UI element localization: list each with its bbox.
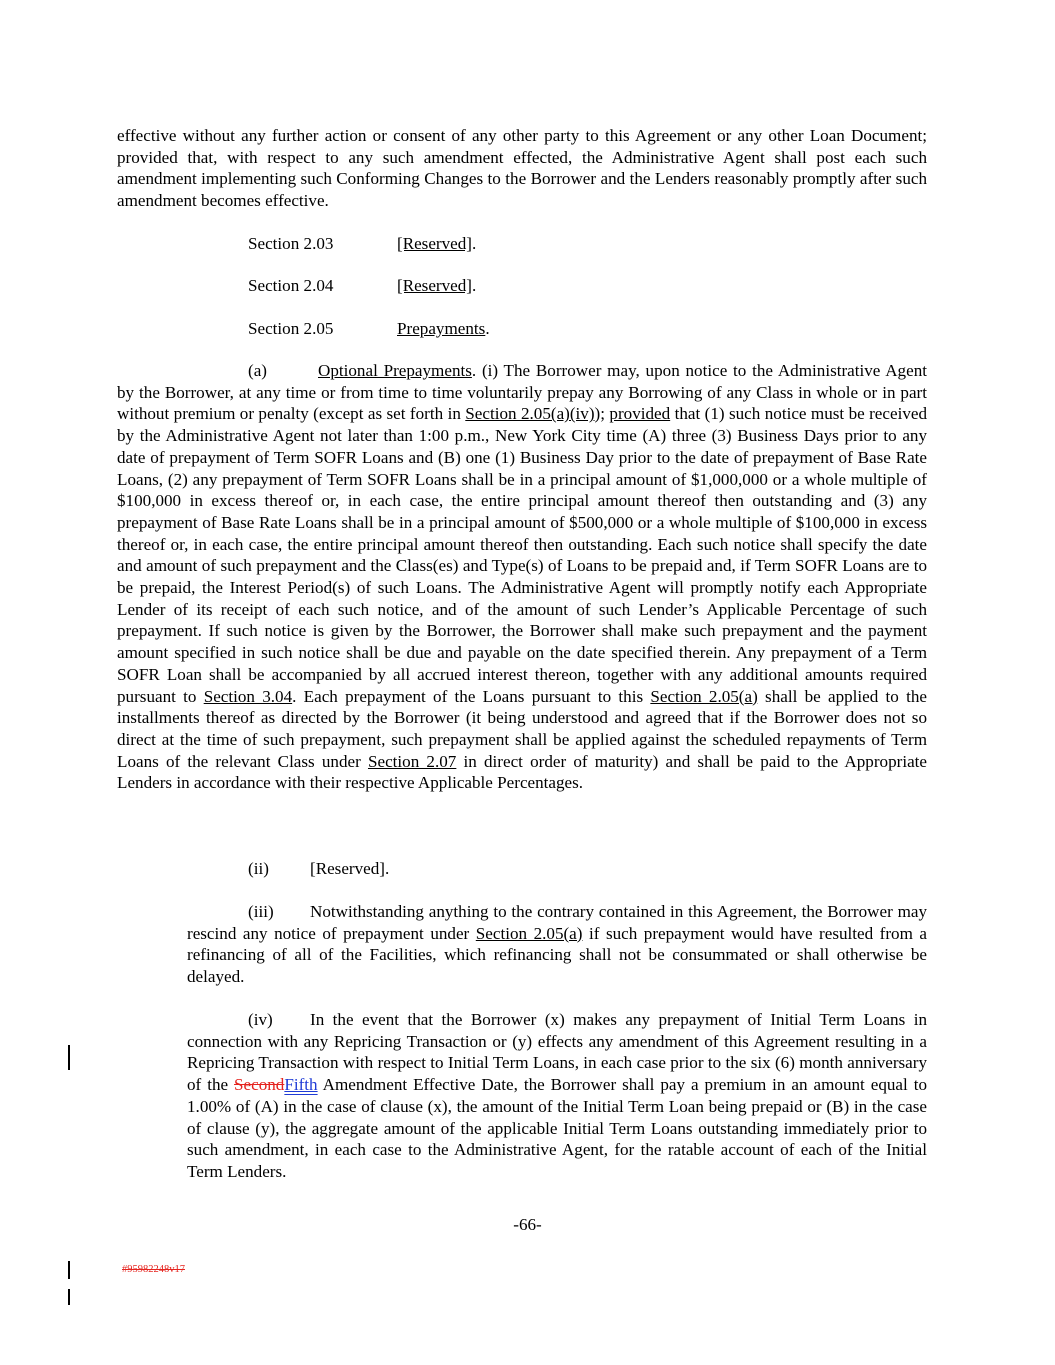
cross-reference: Section 2.05(a)(iv) (465, 404, 595, 424)
section-title: [Reserved] (397, 234, 472, 253)
intro-paragraph: effective without any further action or consent of any other party to this Agreement or any other Loan Document; provided that, with respect to any such amendment effected, the Administrative Agent shall post each such amendment implementing such Conforming Changes to the Borrower and the Lenders reasonably promptly after such amendment becomes effective. (117, 126, 927, 211)
change-bar (68, 1045, 70, 1070)
cross-reference: Section 2.07 (367, 751, 457, 771)
cross-reference: Section 2.05(a) (475, 923, 583, 943)
section-title: [Reserved] (397, 276, 472, 295)
paragraph-heading: Optional Prepayments (318, 361, 472, 380)
cross-reference: Section 3.04 (203, 686, 293, 706)
paragraph-ii: (ii) [Reserved]. (248, 859, 390, 878)
change-bar (68, 1261, 70, 1279)
section-title: Prepayments (397, 319, 486, 338)
paragraph-iv: (iv) In the event that the Borrower (x) makes any prepayment of Initial Term Loans in connection with any Repricing Transaction or (y) effects any amendment of this Agreement resulting in a Repricing Transaction with respect to Initial Term Loans, in each case prior to the six (6) month anniversary of the SecondFifth Amendment Effective Date, the Borrower shall pay a premium in an amount equal to 1.00% of (A) in the case of clause (x), the amount of the Initial Term Loan being prepaid or (B) in the case of clause (y), the aggregate amount of the applicable Initial Term Loans outstanding immediately prior to such amendment, in each case to the Administrative Agent, for the ratable account of each of the Initial Term Lenders. (187, 1010, 928, 1181)
section-number: Section 2.04 (248, 276, 334, 295)
paragraph-iii: (iii) Notwithstanding anything to the contrary contained in this Agreement, the Borrower may rescind any notice of prepayment under Section 2.05(a) if such prepayment would have resulted from a refinancing of all of the Facilities, which refinancing shall not be consummated or shall otherwise be delayed. (187, 902, 928, 987)
page-number: -66- (513, 1215, 542, 1234)
inserted-text: Fifth (284, 1075, 318, 1095)
document-id: #95982248v17 (122, 1264, 185, 1275)
cross-reference: Section 2.05(a) (650, 686, 758, 706)
change-bar (68, 1289, 70, 1305)
section-2-03-heading: Section 2.03 [Reserved]. (248, 234, 477, 253)
deleted-text: Second (234, 1075, 285, 1095)
section-number: Section 2.05 (248, 319, 334, 338)
section-2-04-heading: Section 2.04 [Reserved]. (248, 276, 477, 295)
paragraph-label: (a) (248, 361, 267, 380)
paragraph-label: (iii) (248, 902, 274, 921)
section-number: Section 2.03 (248, 234, 334, 253)
provided-term: provided (609, 404, 671, 424)
paragraph-label: (iv) (248, 1010, 273, 1029)
section-2-05-heading: Section 2.05 Prepayments. (248, 319, 490, 338)
paragraph-a-optional-prepayments: (a) Optional Prepayments. (i) The Borrower may, upon notice to the Administrative Agent by the Borrower, at any time or from time to time voluntarily prepay any Borrowing of any Class in whole or in part without premium or penalty (except as set forth in Section 2.05(a)(iv)); provided that (1) such notice must be received by the Administrative Agent not later than 1:00 p.m., New York City time (A) three (3) Business Days prior to any date of prepayment of Term SOFR Loans and (B) one (1) Business Day prior to the date of prepayment of Base Rate Loans, (2) any prepayment of Term SOFR Loans shall be in a principal amount of $1,000,000 or a whole multiple of $100,000 in excess thereof or, in each case, the entire principal amount thereof then outstanding and (3) any prepayment of Base Rate Loans shall be in a principal amount of $500,000 or a whole multiple of $100,000 in excess thereof or, in each case, the entire principal amount thereof then outstanding. Each such notice shall specify the date and amount of such prepayment and the Class(es) and Type(s) of Loans to be prepaid and, if Term SOFR Loans are to be prepaid, the Interest Period(s) of such Loans. The Administrative Agent will promptly notify each Appropriate Lender of its receipt of each such notice, and of the amount of such Lender’s Applicable Percentage of such prepayment. If such notice is given by the Borrower, the Borrower shall make such prepayment and the payment amount specified in such notice shall be due and payable on the date specified therein. Any prepayment of a Term SOFR Loan shall be accompanied by all accrued interest thereon, together with any additional amounts required pursuant to Section 3.04. Each prepayment of the Loans pursuant to this Section 2.05(a) shall be applied to the installments thereof as directed by the Borrower (it being understood and agreed that if the Borrower does not so direct at the time of such prepayment, such prepayment shall be applied against the scheduled repayments of Term Loans of the relevant Class under Section 2.07 in direct order of maturity) and shall be paid to the Appropriate Lenders in accordance with their respective Applicable Percentages. (117, 361, 927, 793)
paragraph-label: (ii) (248, 859, 269, 878)
